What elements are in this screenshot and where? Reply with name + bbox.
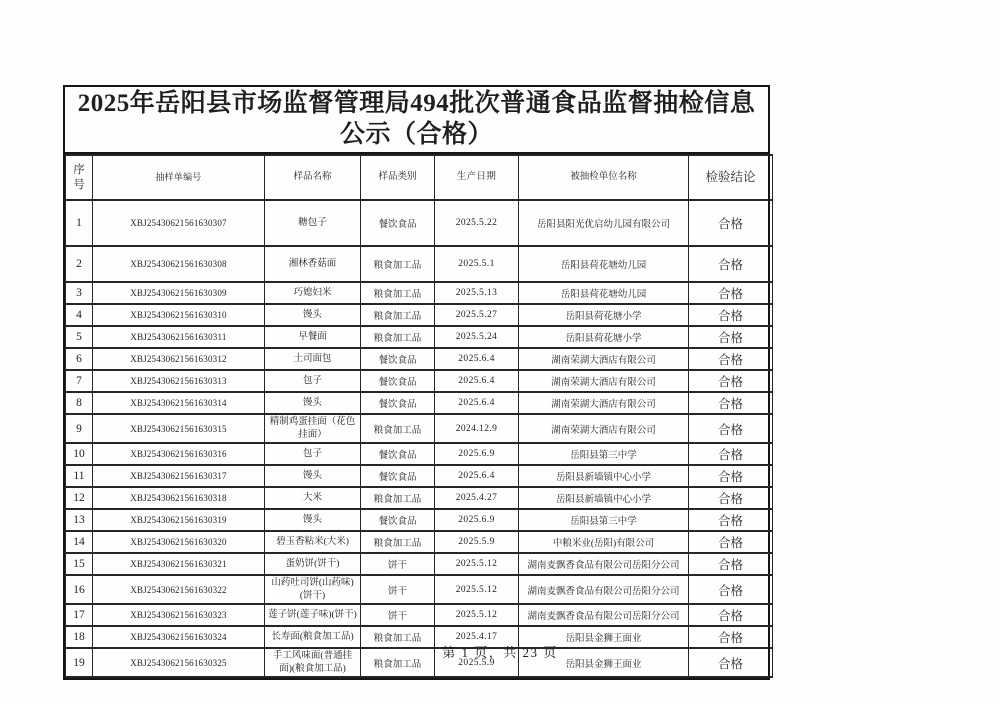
cell-name: 蛋奶饼(饼干)	[265, 553, 361, 575]
cell-date: 2025.5.22	[435, 200, 519, 246]
cell-unit: 岳阳县金狮王面业	[519, 648, 689, 677]
cell-no: 3	[66, 282, 93, 304]
cell-unit: 岳阳县第三中学	[519, 443, 689, 465]
column-header-unit: 被抽检单位名称	[519, 155, 689, 200]
cell-sample-id: XBJ25430621561630321	[93, 553, 265, 575]
cell-no: 16	[66, 575, 93, 604]
cell-no: 10	[66, 443, 93, 465]
table-row	[66, 200, 773, 246]
cell-result: 合格	[689, 282, 773, 304]
cell-name: 包子	[265, 370, 361, 392]
cell-date: 2025.6.9	[435, 509, 519, 531]
cell-no: 12	[66, 487, 93, 509]
column-header-date: 生产日期	[435, 155, 519, 200]
cell-date: 2025.5.24	[435, 326, 519, 348]
table-row	[66, 348, 773, 370]
cell-unit: 湖南麦飘香食品有限公司岳阳分公司	[519, 553, 689, 575]
cell-unit: 岳阳县金狮王面业	[519, 626, 689, 648]
cell-unit: 岳阳县荷花塘小学	[519, 304, 689, 326]
cell-no: 17	[66, 604, 93, 626]
cell-category: 餐饮食品	[361, 465, 435, 487]
cell-result: 合格	[689, 443, 773, 465]
cell-category: 餐饮食品	[361, 348, 435, 370]
cell-category: 餐饮食品	[361, 392, 435, 414]
header-row	[66, 155, 773, 200]
cell-name: 土司面包	[265, 348, 361, 370]
column-header-name: 样品名称	[265, 155, 361, 200]
cell-result: 合格	[689, 575, 773, 604]
cell-sample-id: XBJ25430621561630308	[93, 246, 265, 282]
cell-sample-id: XBJ25430621561630319	[93, 509, 265, 531]
cell-unit: 湖南荣湖大酒店有限公司	[519, 348, 689, 370]
cell-sample-id: XBJ25430621561630322	[93, 575, 265, 604]
cell-sample-id: XBJ25430621561630320	[93, 531, 265, 553]
cell-category: 粮食加工品	[361, 304, 435, 326]
cell-date: 2024.12.9	[435, 414, 519, 443]
cell-sample-id: XBJ25430621561630325	[93, 648, 265, 677]
cell-sample-id: XBJ25430621561630317	[93, 465, 265, 487]
cell-date: 2025.5.27	[435, 304, 519, 326]
document-title	[65, 87, 768, 154]
cell-result: 合格	[689, 531, 773, 553]
cell-category: 餐饮食品	[361, 509, 435, 531]
cell-no: 14	[66, 531, 93, 553]
cell-name: 早餐面	[265, 326, 361, 348]
cell-no: 9	[66, 414, 93, 443]
cell-name: 精制鸡蛋挂面（花色挂面）	[265, 414, 361, 443]
cell-sample-id: XBJ25430621561630312	[93, 348, 265, 370]
cell-name: 馒头	[265, 392, 361, 414]
cell-category: 粮食加工品	[361, 487, 435, 509]
cell-date: 2025.5.12	[435, 604, 519, 626]
table-row	[66, 326, 773, 348]
cell-result: 合格	[689, 509, 773, 531]
column-header-no: 序号	[66, 155, 93, 200]
cell-no: 6	[66, 348, 93, 370]
table-row	[66, 465, 773, 487]
cell-sample-id: XBJ25430621561630310	[93, 304, 265, 326]
cell-category: 餐饮食品	[361, 370, 435, 392]
cell-date: 2025.6.4	[435, 392, 519, 414]
column-header-category: 样品类别	[361, 155, 435, 200]
page-number: 第 1 页，共 23 页	[442, 645, 558, 660]
cell-date: 2025.5.12	[435, 575, 519, 604]
cell-result: 合格	[689, 648, 773, 677]
cell-result: 合格	[689, 414, 773, 443]
cell-result: 合格	[689, 604, 773, 626]
cell-result: 合格	[689, 370, 773, 392]
cell-no: 15	[66, 553, 93, 575]
cell-date: 2025.5.9	[435, 648, 519, 677]
cell-category: 粮食加工品	[361, 531, 435, 553]
cell-result: 合格	[689, 392, 773, 414]
cell-sample-id: XBJ25430621561630314	[93, 392, 265, 414]
table-body	[66, 200, 773, 677]
table-row	[66, 282, 773, 304]
cell-result: 合格	[689, 200, 773, 246]
cell-result: 合格	[689, 304, 773, 326]
cell-name: 巧媳妇米	[265, 282, 361, 304]
cell-sample-id: XBJ25430621561630309	[93, 282, 265, 304]
table-row	[66, 531, 773, 553]
cell-unit: 湖南荣湖大酒店有限公司	[519, 392, 689, 414]
cell-unit: 岳阳县荷花塘幼儿园	[519, 246, 689, 282]
cell-category: 粮食加工品	[361, 648, 435, 677]
cell-no: 11	[66, 465, 93, 487]
cell-no: 19	[66, 648, 93, 677]
cell-sample-id: XBJ25430621561630318	[93, 487, 265, 509]
cell-sample-id: XBJ25430621561630311	[93, 326, 265, 348]
cell-result: 合格	[689, 553, 773, 575]
cell-date: 2025.5.1	[435, 246, 519, 282]
table-row	[66, 604, 773, 626]
cell-unit: 湖南麦飘香食品有限公司岳阳分公司	[519, 604, 689, 626]
cell-no: 8	[66, 392, 93, 414]
cell-category: 粮食加工品	[361, 414, 435, 443]
cell-category: 饼干	[361, 604, 435, 626]
title-line-1: 2025年岳阳县市场监督管理局494批次普通食品监督抽检信息	[77, 90, 756, 117]
cell-name: 莲子饼(莲子味)(饼干)	[265, 604, 361, 626]
cell-name: 山药吐司饼(山药味)(饼干)	[265, 575, 361, 604]
cell-name: 糖包子	[265, 200, 361, 246]
cell-date: 2025.6.4	[435, 465, 519, 487]
cell-category: 粮食加工品	[361, 246, 435, 282]
cell-no: 7	[66, 370, 93, 392]
column-header-sample-id: 抽样单编号	[93, 155, 265, 200]
cell-date: 2025.6.9	[435, 443, 519, 465]
cell-name: 长寿面(粮食加工品)	[265, 626, 361, 648]
cell-name: 馒头	[265, 465, 361, 487]
cell-name: 包子	[265, 443, 361, 465]
cell-date: 2025.4.17	[435, 626, 519, 648]
cell-result: 合格	[689, 326, 773, 348]
cell-unit: 湖南荣湖大酒店有限公司	[519, 414, 689, 443]
table-header	[66, 155, 773, 200]
cell-no: 5	[66, 326, 93, 348]
table-row	[66, 509, 773, 531]
cell-sample-id: XBJ25430621561630323	[93, 604, 265, 626]
cell-category: 粮食加工品	[361, 626, 435, 648]
inspection-table	[65, 154, 773, 678]
column-header-result: 检验结论	[689, 155, 773, 200]
cell-no: 18	[66, 626, 93, 648]
cell-result: 合格	[689, 487, 773, 509]
cell-category: 餐饮食品	[361, 443, 435, 465]
cell-name: 碧玉香粘米(大米)	[265, 531, 361, 553]
table-row	[66, 553, 773, 575]
cell-unit: 岳阳县荷花塘小学	[519, 326, 689, 348]
table-row	[66, 246, 773, 282]
cell-unit: 湖南麦飘香食品有限公司岳阳分公司	[519, 575, 689, 604]
cell-category: 饼干	[361, 553, 435, 575]
cell-date: 2025.5.13	[435, 282, 519, 304]
table-row	[66, 443, 773, 465]
cell-no: 1	[66, 200, 93, 246]
inspection-bulletin	[63, 85, 770, 680]
table-row	[66, 487, 773, 509]
cell-category: 粮食加工品	[361, 326, 435, 348]
cell-date: 2025.6.4	[435, 370, 519, 392]
cell-date: 2025.5.12	[435, 553, 519, 575]
cell-category: 餐饮食品	[361, 200, 435, 246]
cell-name: 手工风味面(普通挂面)(粮食加工品)	[265, 648, 361, 677]
cell-result: 合格	[689, 465, 773, 487]
title-line-2: 公示（合格）	[339, 121, 493, 148]
cell-no: 13	[66, 509, 93, 531]
table-row	[66, 392, 773, 414]
cell-sample-id: XBJ25430621561630315	[93, 414, 265, 443]
table-row	[66, 304, 773, 326]
table-row	[66, 414, 773, 443]
cell-name: 湘林香菇面	[265, 246, 361, 282]
cell-unit: 岳阳县第三中学	[519, 509, 689, 531]
cell-no: 2	[66, 246, 93, 282]
cell-sample-id: XBJ25430621561630316	[93, 443, 265, 465]
cell-unit: 岳阳县新墙镇中心小学	[519, 465, 689, 487]
cell-unit: 岳阳县荷花塘幼儿园	[519, 282, 689, 304]
cell-unit: 岳阳县新墙镇中心小学	[519, 487, 689, 509]
cell-result: 合格	[689, 626, 773, 648]
cell-sample-id: XBJ25430621561630307	[93, 200, 265, 246]
table-row	[66, 370, 773, 392]
table-row	[66, 575, 773, 604]
cell-result: 合格	[689, 246, 773, 282]
cell-name: 大米	[265, 487, 361, 509]
cell-sample-id: XBJ25430621561630313	[93, 370, 265, 392]
cell-unit: 中粮米业(岳阳)有限公司	[519, 531, 689, 553]
cell-date: 2025.6.4	[435, 348, 519, 370]
cell-unit: 湖南荣湖大酒店有限公司	[519, 370, 689, 392]
cell-sample-id: XBJ25430621561630324	[93, 626, 265, 648]
cell-name: 馒头	[265, 304, 361, 326]
cell-no: 4	[66, 304, 93, 326]
cell-name: 馒头	[265, 509, 361, 531]
cell-result: 合格	[689, 348, 773, 370]
cell-date: 2025.5.9	[435, 531, 519, 553]
cell-date: 2025.4.27	[435, 487, 519, 509]
cell-category: 粮食加工品	[361, 282, 435, 304]
cell-category: 饼干	[361, 575, 435, 604]
table-frame	[63, 85, 770, 680]
cell-unit: 岳阳县阳光优启幼儿园有限公司	[519, 200, 689, 246]
